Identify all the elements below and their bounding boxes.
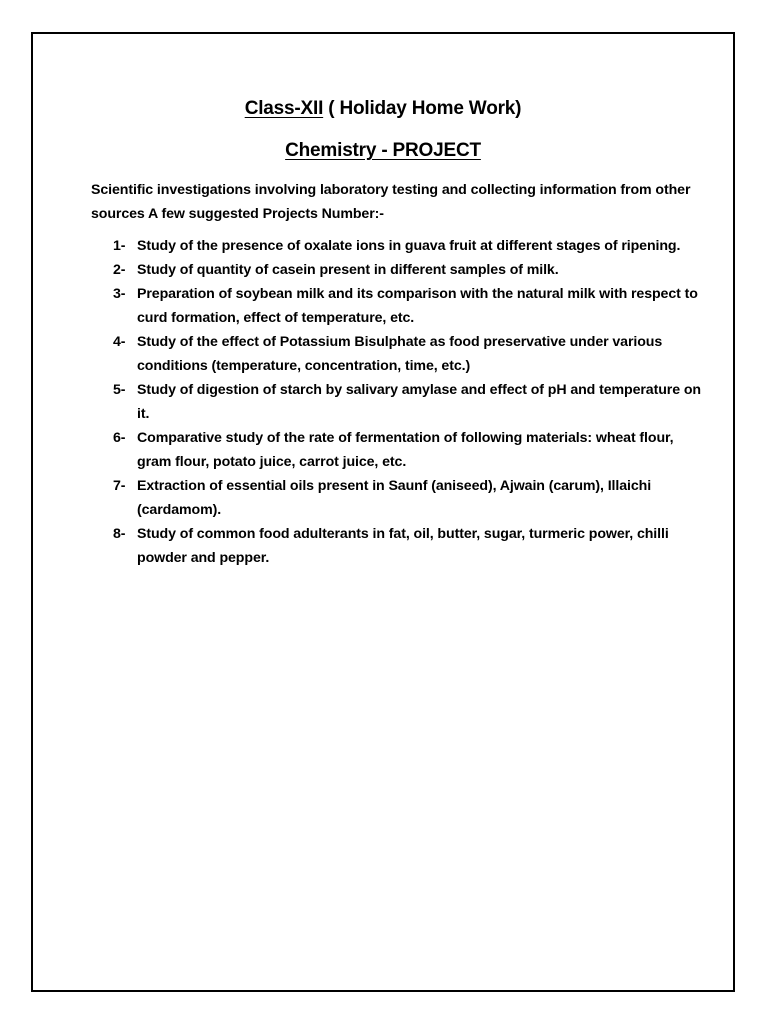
subject-title-text: Chemistry - PROJECT [285, 140, 481, 161]
intro-paragraph: Scientific investigations involving laboratory testing and collecting information from other sources A few suggested Projects Number:- [91, 182, 691, 222]
list-item-number: 6- [113, 430, 126, 446]
list-item-text: Preparation of soybean milk and its comparison with the natural milk with respect to curd formation, effect of temperature, etc. [137, 286, 698, 326]
list-item-text: Study of the presence of oxalate ions in guava fruit at different stages of ripening. [137, 238, 681, 254]
list-item-text: Study of the effect of Potassium Bisulphate as food preservative under various conditions (temperature, concentration, time, etc.) [137, 334, 663, 374]
list-item [91, 330, 711, 378]
list-item-number: 2- [113, 262, 126, 278]
list-item-number: 8- [113, 526, 126, 542]
list-item-text: Study of digestion of starch by salivary amylase and effect of pH and temperature on it. [137, 382, 701, 422]
list-item-text: Comparative study of the rate of fermentation of following materials: wheat flour, gram flour, potato juice, carrot juice, etc. [137, 430, 674, 470]
subject-title [33, 140, 733, 162]
list-item-number: 3- [113, 286, 126, 302]
list-item [91, 258, 711, 282]
class-label: Class-XII [244, 98, 324, 119]
list-item [91, 282, 711, 330]
list-item-number: 5- [113, 382, 126, 398]
list-item [91, 378, 711, 426]
list-item [91, 474, 711, 522]
list-item-number: 7- [113, 478, 126, 494]
list-item [91, 234, 711, 258]
project-list [91, 234, 711, 570]
class-suffix: ( Holiday Home Work) [323, 98, 522, 119]
page-frame [31, 32, 735, 992]
list-item-text: Study of quantity of casein present in different samples of milk. [137, 262, 559, 278]
list-item-number: 4- [113, 334, 126, 350]
class-title [33, 98, 733, 120]
list-item-text: Extraction of essential oils present in Saunf (aniseed), Ajwain (carum), Illaichi (cardamom). [137, 478, 652, 518]
list-item-number: 1- [113, 238, 126, 254]
list-item [91, 522, 711, 570]
list-item [91, 426, 711, 474]
list-item-text: Study of common food adulterants in fat, oil, butter, sugar, turmeric power, chilli powder and pepper. [137, 526, 669, 566]
